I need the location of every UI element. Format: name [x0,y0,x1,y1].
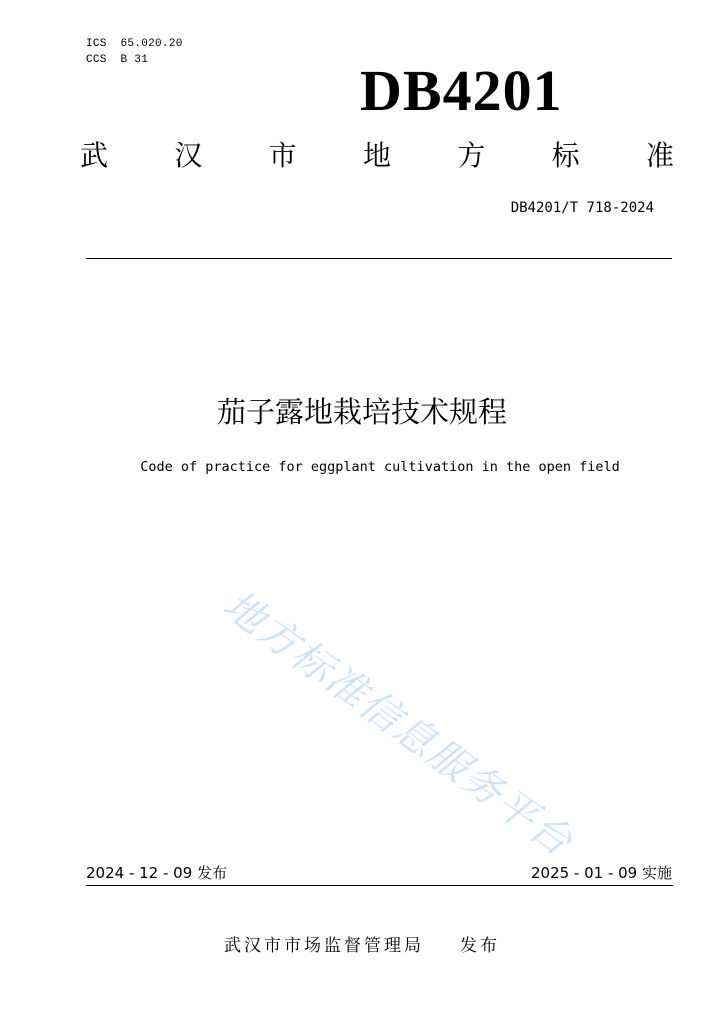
standard-type-char: 汉 [174,139,203,172]
ccs-code: CCS B 31 [86,54,149,66]
document-number: DB4201/T 718-2024 [510,200,654,216]
issuing-organization: 武汉市市场监督管理局 [224,936,424,956]
standard-type-char: 地 [362,139,391,172]
standard-logo: DB4201 [360,58,563,123]
classification-codes [86,36,183,68]
watermark: 地方标准信息服务平台 [214,581,582,867]
standard-type-char: 方 [457,139,486,172]
document-title-chinese: 茄子露地栽培技术规程 [216,395,507,429]
issuer-line [0,934,724,958]
document-title-english: Code of practice for eggplant cultivation in the open field [140,459,620,475]
implement-date: 2025 - 01 - 09 实施 [530,864,672,882]
standard-type-char: 准 [645,139,674,172]
standard-type-char: 市 [268,139,297,172]
issue-action: 发布 [460,936,500,956]
standard-type-char: 标 [551,139,580,172]
standard-type-char: 武 [80,139,109,172]
standard-type-heading [80,136,674,176]
bottom-divider [86,885,673,886]
publish-date: 2024 - 12 - 09 发布 [86,864,228,882]
top-divider [86,258,672,259]
ics-code: ICS 65.020.20 [86,38,183,50]
